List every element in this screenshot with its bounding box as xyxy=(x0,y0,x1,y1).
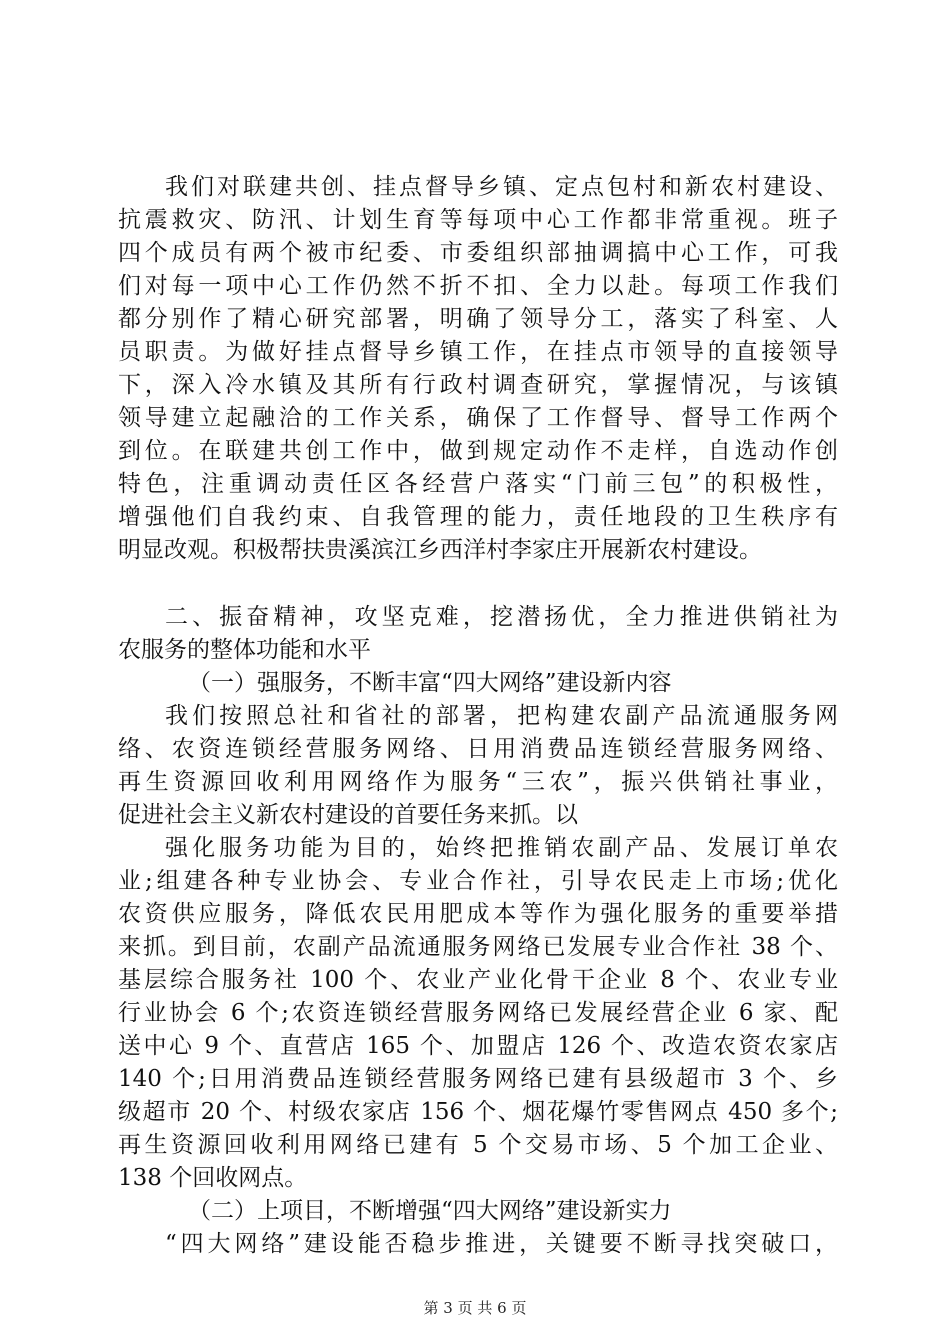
text-line: 138 个回收网点。 xyxy=(118,1165,308,1191)
paragraph-2 xyxy=(118,700,838,832)
text-line: 我们对联建共创、挂点督导乡镇、定点包村和新农村建设、 xyxy=(165,174,838,200)
text-line: 业;组建各种专业协会、专业合作社，引导农民走上市场;优化 xyxy=(118,868,838,894)
text-line: 基层综合服务社 100 个、农业产业化骨干企业 8 个、农业专业 xyxy=(118,967,838,993)
paragraph-1 xyxy=(118,171,838,567)
text-line: 行业协会 6 个;农资连锁经营服务网络已发展经营企业 6 家、配 xyxy=(118,1000,838,1026)
text-line: “四大网络”建设能否稳步推进，关键要不断寻找突破口， xyxy=(165,1231,838,1257)
heading-line: 农服务的整体功能和水平 xyxy=(118,637,371,663)
text-line: 下，深入冷水镇及其所有行政村调查研究，掌握情况，与该镇 xyxy=(118,372,838,398)
text-line: 送中心 9 个、直营店 165 个、加盟店 126 个、改造农资农家店 xyxy=(118,1033,838,1059)
section-heading-2 xyxy=(118,601,838,667)
text-line: 来抓。到目前，农副产品流通服务网络已发展专业合作社 38 个、 xyxy=(118,934,838,960)
text-line: 都分别作了精心研究部署，明确了领导分工，落实了科室、人 xyxy=(118,306,838,332)
text-line: 特色，注重调动责任区各经营户落实“门前三包”的积极性， xyxy=(118,471,838,497)
paragraph-3 xyxy=(118,832,838,1195)
subheading-2 xyxy=(118,1195,838,1228)
text-line: 到位。在联建共创工作中，做到规定动作不走样，自选动作创 xyxy=(118,438,838,464)
text-line: 再生资源回收利用网络已建有 5 个交易市场、5 个加工企业、 xyxy=(118,1132,838,1158)
text-line: 再生资源回收利用网络作为服务“三农”，振兴供销社事业， xyxy=(118,769,838,795)
subheading-1 xyxy=(118,667,838,700)
text-line: 们对每一项中心工作仍然不折不扣、全力以赴。每项工作我们 xyxy=(118,273,838,299)
text-line: 农资供应服务，降低农民用肥成本等作为强化服务的重要举措 xyxy=(118,901,838,927)
heading-line: 二、振奋精神，攻坚克难，挖潜扬优，全力推进供销社为 xyxy=(165,604,838,630)
text-line: 领导建立起融洽的工作关系，确保了工作督导、督导工作两个 xyxy=(118,405,838,431)
text-line: 140 个;日用消费品连锁经营服务网络已建有县级超市 3 个、乡 xyxy=(118,1066,838,1092)
document-body xyxy=(118,171,838,1261)
paragraph-gap xyxy=(118,567,838,601)
text-line: 明显改观。积极帮扶贵溪滨江乡西洋村李家庄开展新农村建设。 xyxy=(118,537,762,563)
text-line: 级超市 20 个、村级农家店 156 个、烟花爆竹零售网点 450 多个; xyxy=(118,1099,838,1125)
text-line: 促进社会主义新农村建设的首要任务来抓。以 xyxy=(118,802,578,828)
text-line: 抗震救灾、防汛、计划生育等每项中心工作都非常重视。班子 xyxy=(118,207,838,233)
text-line: 我们按照总社和省社的部署，把构建农副产品流通服务网 xyxy=(165,703,838,729)
subheading-line: （一）强服务，不断丰富“四大网络”建设新内容 xyxy=(188,670,672,696)
text-line: 络、农资连锁经营服务网络、日用消费品连锁经营服务网络、 xyxy=(118,736,838,762)
text-line: 强化服务功能为目的，始终把推销农副产品、发展订单农 xyxy=(165,835,838,861)
subheading-line: （二）上项目，不断增强“四大网络”建设新实力 xyxy=(188,1198,672,1224)
page-footer: 第 3 页 共 6 页 xyxy=(423,1299,527,1317)
text-line: 四个成员有两个被市纪委、市委组织部抽调搞中心工作，可我 xyxy=(118,240,838,266)
text-line: 员职责。为做好挂点督导乡镇工作，在挂点市领导的直接领导 xyxy=(118,339,838,365)
paragraph-4 xyxy=(118,1228,838,1261)
text-line: 增强他们自我约束、自我管理的能力，责任地段的卫生秩序有 xyxy=(118,504,838,530)
